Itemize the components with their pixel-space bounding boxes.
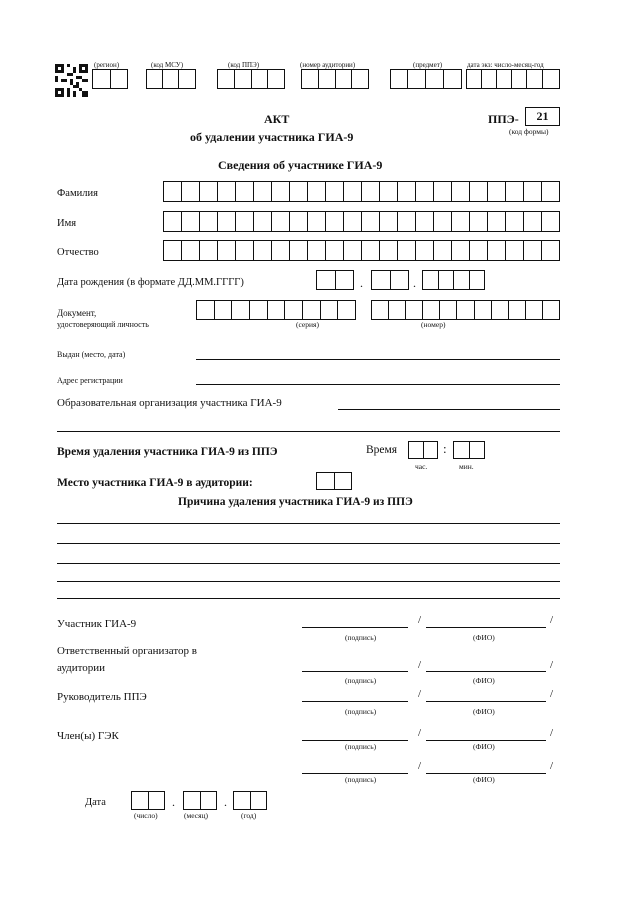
date-day-cells[interactable]	[131, 791, 165, 810]
sig-organizer-label-2: аудитории	[57, 662, 106, 674]
issued-label: Выдан (место, дата)	[57, 350, 126, 359]
org-line-2[interactable]	[57, 431, 560, 432]
form-caption: (код формы)	[509, 127, 549, 136]
dob-year-cells[interactable]	[422, 270, 485, 290]
sig-gek-fio-line-1[interactable]	[426, 740, 546, 741]
sig-participant-label: Участник ГИА-9	[57, 618, 137, 630]
caption-auditorium: (номер аудитории)	[300, 61, 356, 69]
qr-code	[55, 64, 88, 97]
removal-time-label: Время удаления участника ГИА-9 из ППЭ	[57, 446, 278, 458]
surname-label: Фамилия	[57, 188, 98, 199]
slash: /	[550, 760, 554, 772]
slash: /	[550, 659, 554, 671]
seat-cells[interactable]	[316, 472, 352, 490]
exam-date-cells[interactable]	[466, 69, 562, 89]
sig-head-sign-line[interactable]	[302, 701, 408, 702]
slash: /	[418, 727, 422, 739]
hours-caption: час.	[415, 462, 428, 471]
act-subtitle: об удалении участника ГИА-9	[190, 130, 354, 144]
reason-line-3[interactable]	[57, 563, 560, 564]
caption-ppe: (код ППЭ)	[228, 61, 260, 69]
doc-series-cells[interactable]	[196, 300, 356, 320]
address-line[interactable]	[196, 384, 560, 385]
time-word: Время	[366, 444, 398, 456]
sig-gek-label: Член(ы) ГЭК	[57, 730, 119, 742]
number-caption: (номер)	[421, 320, 446, 329]
caption-region: (регион)	[94, 61, 120, 69]
msu-cells[interactable]	[146, 69, 196, 89]
time-colon: :	[443, 441, 447, 456]
date-year-cells[interactable]	[233, 791, 267, 810]
slash: /	[418, 659, 422, 671]
auditorium-cells[interactable]	[301, 69, 369, 89]
sig-organizer-fio-line[interactable]	[426, 671, 546, 672]
date-label: Дата	[85, 797, 106, 808]
dob-month-cells[interactable]	[371, 270, 409, 290]
sig-organizer-sign-line[interactable]	[302, 671, 408, 672]
reason-line-1[interactable]	[57, 523, 560, 524]
form-number-box	[525, 107, 560, 126]
slash: /	[550, 688, 554, 700]
date-dot-1: .	[172, 795, 175, 809]
fio-caption: (ФИО)	[473, 775, 495, 784]
removal-hours-cells[interactable]	[408, 441, 438, 459]
sign-caption: (подпись)	[345, 676, 377, 685]
patronymic-label: Отчество	[57, 247, 99, 258]
date-dot-2: .	[224, 795, 227, 809]
name-label: Имя	[57, 218, 77, 229]
fio-caption: (ФИО)	[473, 676, 495, 685]
fio-caption: (ФИО)	[473, 633, 495, 642]
sign-caption: (подпись)	[345, 707, 377, 716]
reason-line-4[interactable]	[57, 581, 560, 582]
date-month-cells[interactable]	[183, 791, 217, 810]
fio-caption: (ФИО)	[473, 742, 495, 751]
surname-cells[interactable]	[163, 181, 560, 202]
slash: /	[550, 727, 554, 739]
sig-participant-fio-line[interactable]	[426, 627, 546, 628]
sign-caption: (подпись)	[345, 775, 377, 784]
issued-line[interactable]	[196, 359, 560, 360]
day-caption: (число)	[134, 811, 158, 820]
address-label: Адрес регистрации	[57, 376, 123, 385]
fio-caption: (ФИО)	[473, 707, 495, 716]
month-caption: (месяц)	[184, 811, 209, 820]
subject-cells[interactable]	[390, 69, 462, 89]
form-number: 21	[536, 109, 549, 123]
sign-caption: (подпись)	[345, 633, 377, 642]
seat-label: Место участника ГИА-9 в аудитории:	[57, 477, 253, 489]
doc-label-1: Документ,	[57, 308, 97, 318]
minutes-caption: мин.	[459, 462, 474, 471]
slash: /	[550, 614, 554, 626]
sig-organizer-label-1: Ответственный организатор в	[57, 645, 197, 657]
sig-head-fio-line[interactable]	[426, 701, 546, 702]
sig-gek-sign-line-2[interactable]	[302, 773, 408, 774]
reason-line-2[interactable]	[57, 543, 560, 544]
slash: /	[418, 760, 422, 772]
sign-caption: (подпись)	[345, 742, 377, 751]
doc-number-cells[interactable]	[371, 300, 560, 320]
caption-subject: (предмет)	[413, 61, 443, 69]
ppe-cells[interactable]	[217, 69, 285, 89]
slash: /	[418, 614, 422, 626]
removal-minutes-cells[interactable]	[453, 441, 485, 459]
sig-participant-sign-line[interactable]	[302, 627, 408, 628]
section-title-participant: Сведения об участнике ГИА-9	[218, 158, 383, 172]
sig-head-label: Руководитель ППЭ	[57, 691, 147, 703]
name-cells[interactable]	[163, 211, 560, 232]
reason-title: Причина удаления участника ГИА-9 из ППЭ	[178, 496, 413, 508]
dob-day-cells[interactable]	[316, 270, 354, 290]
region-cells[interactable]	[92, 69, 128, 89]
org-label: Образовательная организация участника ГИА-9	[57, 397, 282, 409]
caption-msu: (код МСУ)	[151, 61, 184, 69]
patronymic-cells[interactable]	[163, 240, 560, 261]
dob-dot-1: .	[360, 276, 363, 290]
sig-gek-sign-line-1[interactable]	[302, 740, 408, 741]
act-title: АКТ	[264, 112, 290, 126]
series-caption: (серия)	[296, 320, 319, 329]
year-caption: (год)	[241, 811, 257, 820]
sig-gek-fio-line-2[interactable]	[426, 773, 546, 774]
dob-label: Дата рождения (в формате ДД.ММ.ГГГГ)	[57, 277, 244, 288]
dob-dot-2: .	[413, 276, 416, 290]
doc-label-2: удостоверяющий личность	[57, 320, 149, 329]
slash: /	[418, 688, 422, 700]
form-prefix: ППЭ-	[488, 112, 519, 126]
reason-line-5[interactable]	[57, 598, 560, 599]
caption-exam-date: дата экз: число-месяц-год	[467, 61, 544, 69]
org-line-1[interactable]	[338, 409, 560, 410]
